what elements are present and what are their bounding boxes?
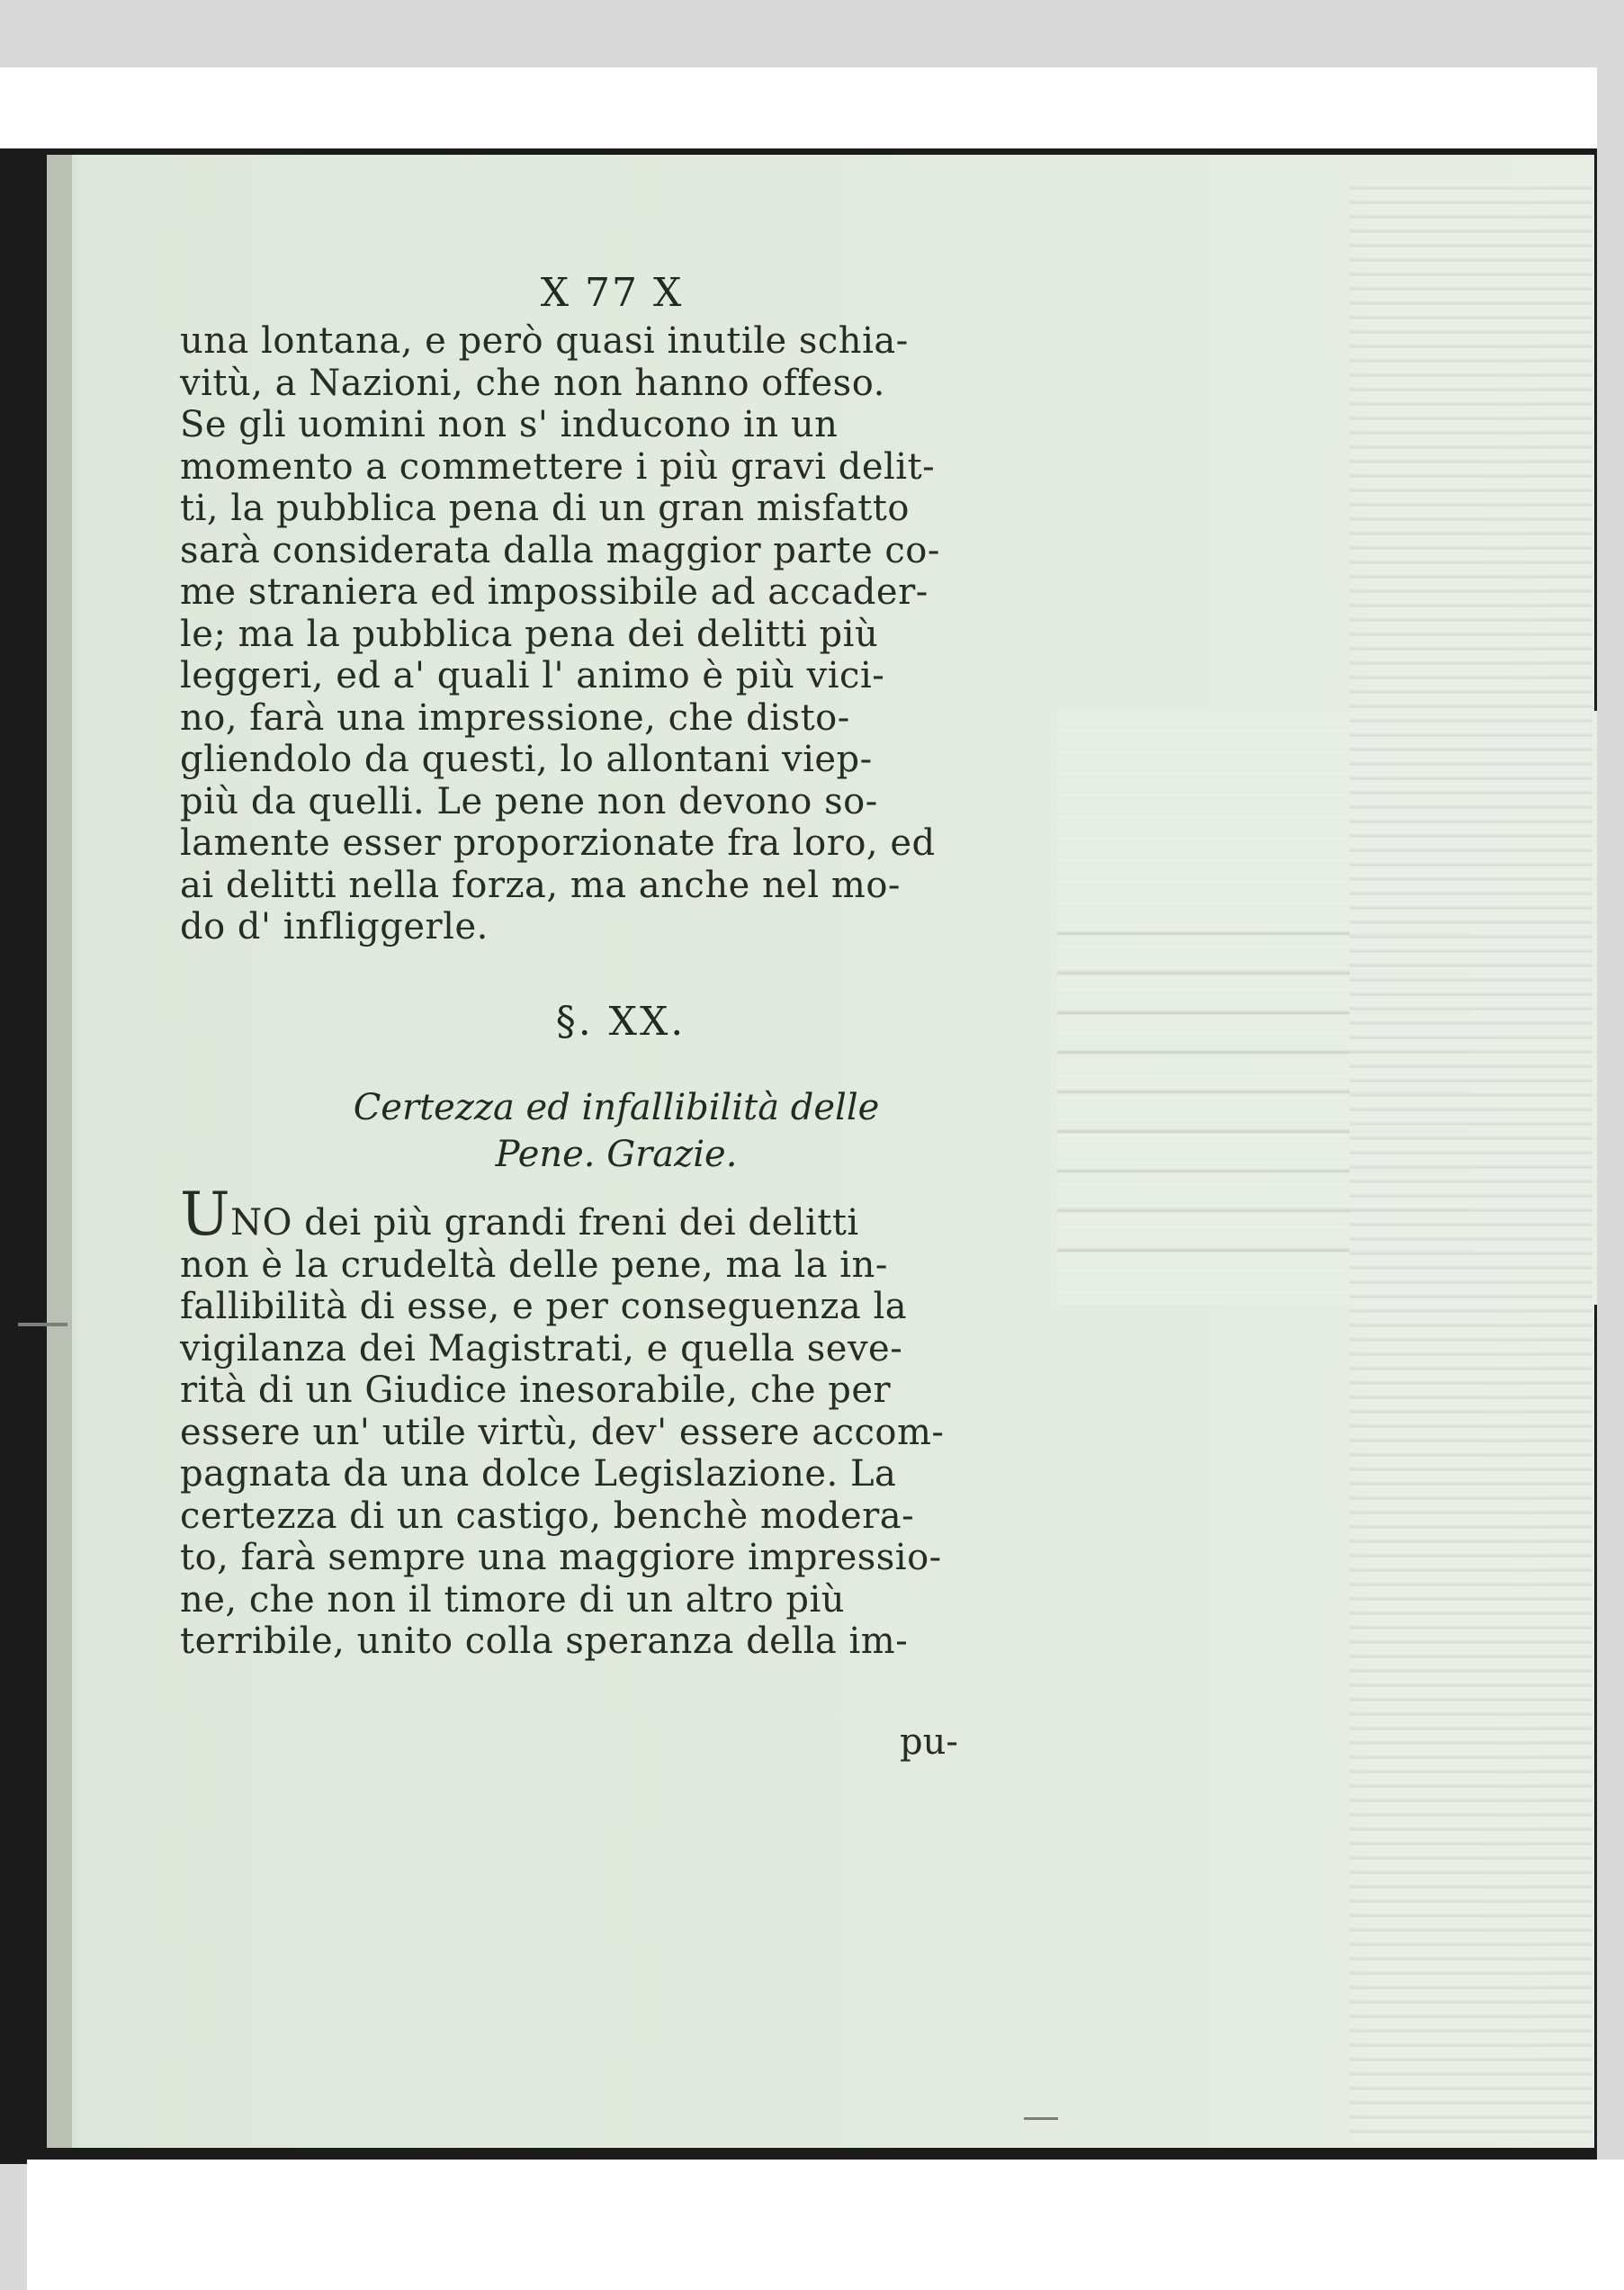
page-speck [1024, 2117, 1058, 2120]
text-line: momento a commettere i più gravi delit- [180, 445, 936, 488]
text-line: lamente esser proporzionate fra loro, ed [180, 822, 936, 864]
paragraph-1 [180, 320, 1026, 948]
text-line: Se gli uomini non s' inducono in un [180, 404, 839, 445]
text-line: terribile, unito colla speranza della im- [180, 1621, 909, 1662]
section-number: §. XX. [555, 999, 686, 1045]
paragraph-2 [180, 1180, 1044, 1663]
text-line: vitù, a Nazioni, che non hanno offeso. [180, 362, 885, 404]
scan-bottom-margin [27, 2160, 1624, 2290]
page-gutter [47, 155, 72, 2148]
catchword: pu- [900, 1721, 958, 1763]
text-line: vigilanza dei Magistrati, e quella seve- [180, 1327, 903, 1370]
text-line: essere un' utile virtù, dev' essere accom- [180, 1411, 945, 1453]
text-line: rità di un Giudice inesorabile, che per [180, 1370, 892, 1411]
text-line: gliendolo da questi, lo allontani viep- [180, 739, 873, 780]
first-line-text: NO dei più grandi freni dei delitti [230, 1202, 859, 1244]
page-header: X 77 X [540, 270, 684, 316]
text-line: to, farà sempre una maggiore impressio- [180, 1537, 942, 1578]
text-line: non è la crudeltà delle pene, ma la in- [180, 1244, 888, 1286]
section-title-line: Certezza ed infallibilità delle [353, 1087, 880, 1128]
text-line: no, farà una impressione, che disto- [180, 696, 850, 739]
text-line: certezza di un castigo, benchè modera- [180, 1495, 915, 1537]
text-line: ai delitti nella forza, ma anche nel mo- [180, 864, 901, 906]
text-line: una lontana, e però quasi inutile schia- [180, 320, 909, 362]
text-line: fallibilità di esse, e per conseguenza la [180, 1286, 908, 1327]
text-line: ne, che non il timore di un altro più [180, 1578, 846, 1621]
binding-mark [18, 1323, 67, 1326]
text-line: me straniera ed impossibile ad accader- [180, 571, 929, 613]
text-line: pagnata da una dolce Legislazione. La [180, 1453, 897, 1495]
text-line [180, 1180, 1044, 1249]
page-edge-smear [1350, 180, 1593, 2142]
text-line: le; ma la pubblica pena dei delitti più [180, 613, 879, 655]
text-line: più da quelli. Le pene non devono so- [180, 780, 878, 822]
text-line: ti, la pubblica pena di un gran misfatto [180, 488, 910, 529]
drop-cap: U [180, 1180, 231, 1249]
text-line: leggeri, ed a' quali l' animo è più vici- [180, 655, 885, 696]
section-title-line: Pene. Grazie. [495, 1134, 738, 1175]
text-line: sarà considerata dalla maggior parte co- [180, 529, 940, 571]
section-title [270, 1084, 963, 1178]
text-line: do d' infliggerle. [180, 906, 489, 947]
scan-top-margin [0, 67, 1597, 153]
